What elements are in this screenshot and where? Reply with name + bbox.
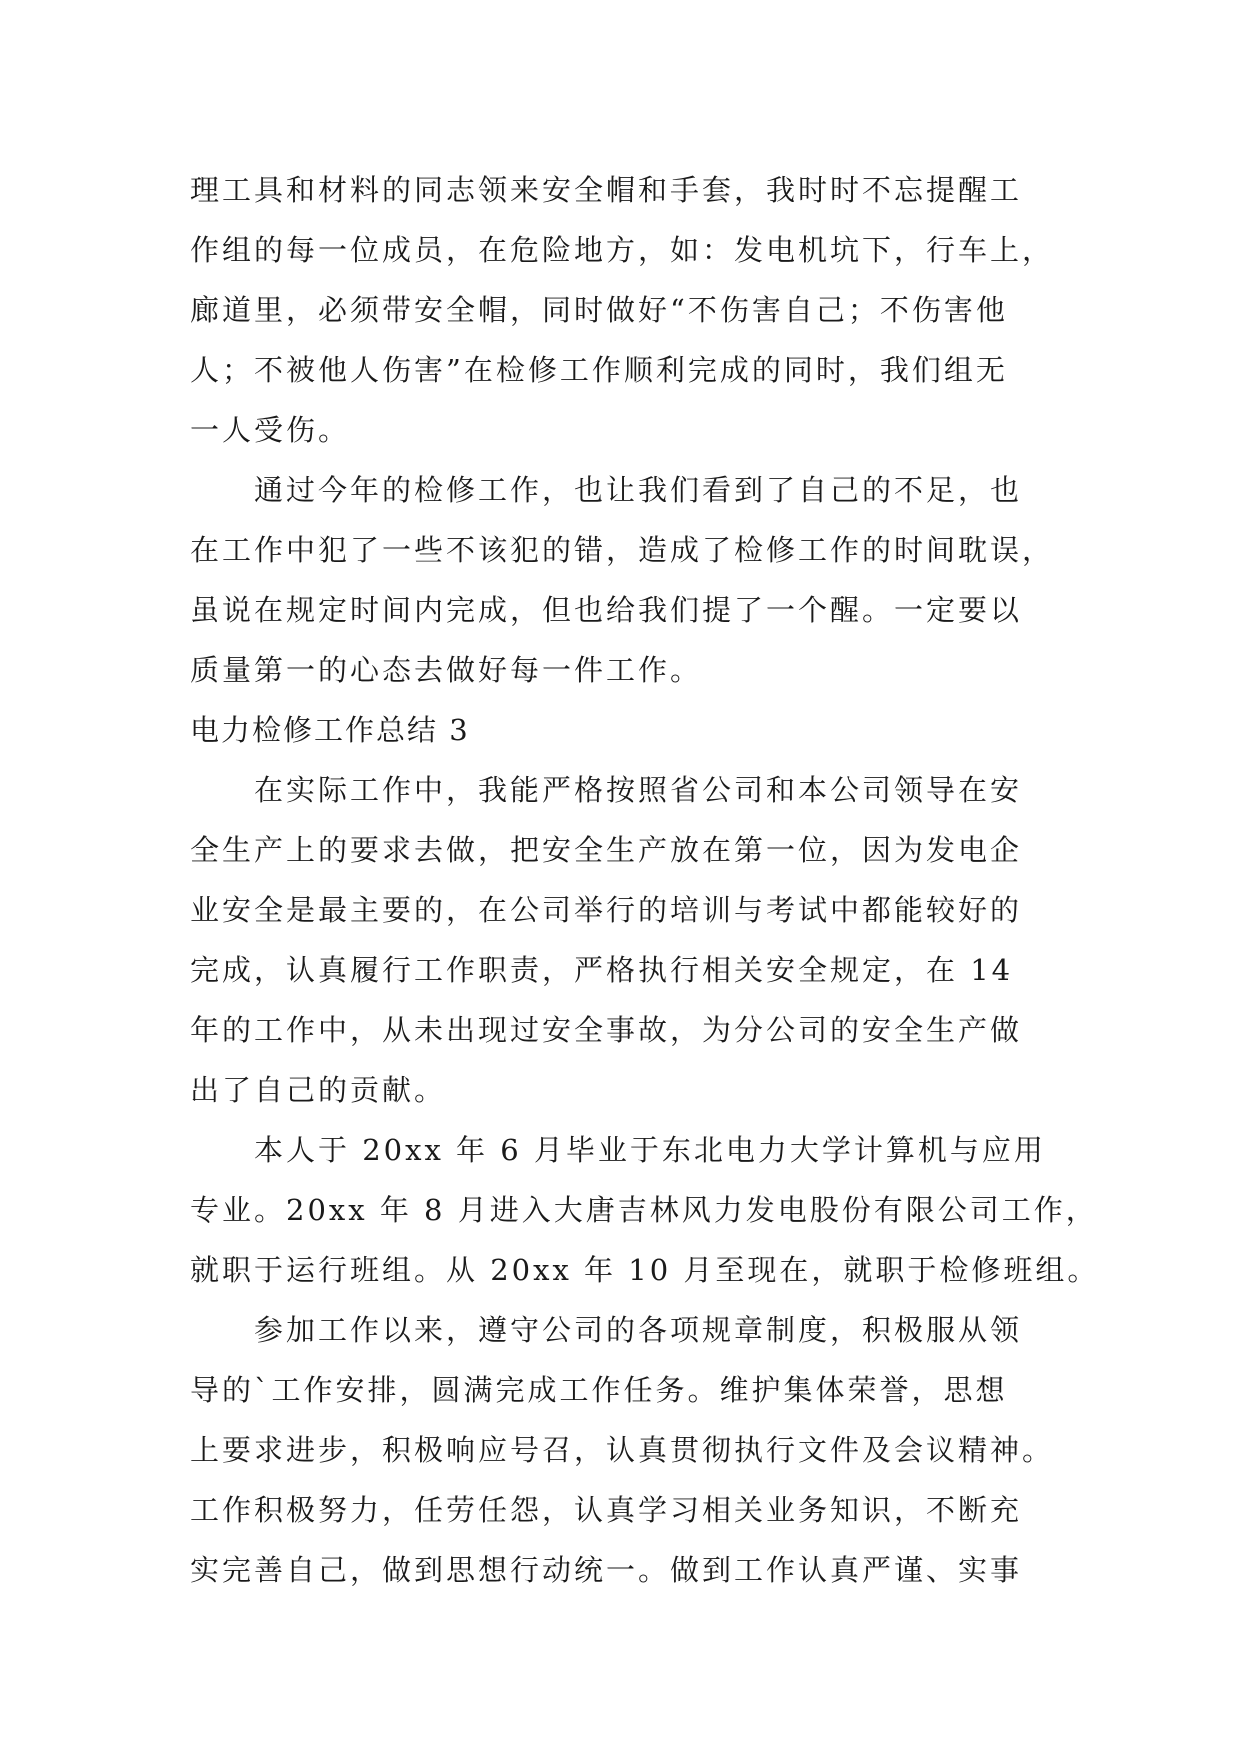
text-line: 在实际工作中，我能严格按照省公司和本公司领导在安 (190, 773, 1023, 807)
text-line: 导的`工作安排，圆满完成工作任务。维护集体荣誉，思想 (190, 1373, 1008, 1407)
text-line: 出了自己的贡献。 (190, 1073, 447, 1107)
text-line: 通过今年的检修工作，也让我们看到了自己的不足，也 (190, 473, 1023, 507)
text-line: 工作积极努力，任劳任怨，认真学习相关业务知识，不断充 (190, 1493, 1023, 1527)
text-line: 在工作中犯了一些不该犯的错，造成了检修工作的时间耽误， (190, 533, 1055, 567)
text-line: 人；不被他人伤害”在检修工作顺利完成的同时，我们组无 (190, 353, 1008, 387)
text-line: 完成，认真履行工作职责，严格执行相关安全规定，在 14 (190, 953, 1014, 987)
text-line: 年的工作中，从未出现过安全事故，为分公司的安全生产做 (190, 1013, 1023, 1047)
text-line: 上要求进步，积极响应号召，认真贯彻执行文件及会议精神。 (190, 1433, 1055, 1467)
text-line: 专业。20xx 年 8 月进入大唐吉林风力发电股份有限公司工作， (190, 1193, 1098, 1227)
text-line: 参加工作以来，遵守公司的各项规章制度，积极服从领 (190, 1313, 1023, 1347)
text-line: 一人受伤。 (190, 413, 351, 447)
text-line: 质量第一的心态去做好每一件工作。 (190, 653, 703, 687)
text-line: 全生产上的要求去做，把安全生产放在第一位，因为发电企 (190, 833, 1023, 867)
text-line: 虽说在规定时间内完成，但也给我们提了一个醒。一定要以 (190, 593, 1023, 627)
document-body (190, 160, 1100, 1600)
text-line: 作组的每一位成员，在危险地方，如：发电机坑下，行车上， (190, 233, 1055, 267)
text-line: 实完善自己，做到思想行动统一。做到工作认真严谨、实事 (190, 1553, 1023, 1587)
text-line: 廊道里，必须带安全帽，同时做好“不伤害自己；不伤害他 (190, 293, 1008, 327)
section-heading: 电力检修工作总结 3 (190, 713, 470, 747)
text-line: 就职于运行班组。从 20xx 年 10 月至现在，就职于检修班组。 (190, 1253, 1100, 1287)
text-line: 业安全是最主要的，在公司举行的培训与考试中都能较好的 (190, 893, 1023, 927)
text-line: 理工具和材料的同志领来安全帽和手套，我时时不忘提醒工 (190, 173, 1023, 207)
text-line: 本人于 20xx 年 6 月毕业于东北电力大学计算机与应用 (190, 1133, 1046, 1167)
